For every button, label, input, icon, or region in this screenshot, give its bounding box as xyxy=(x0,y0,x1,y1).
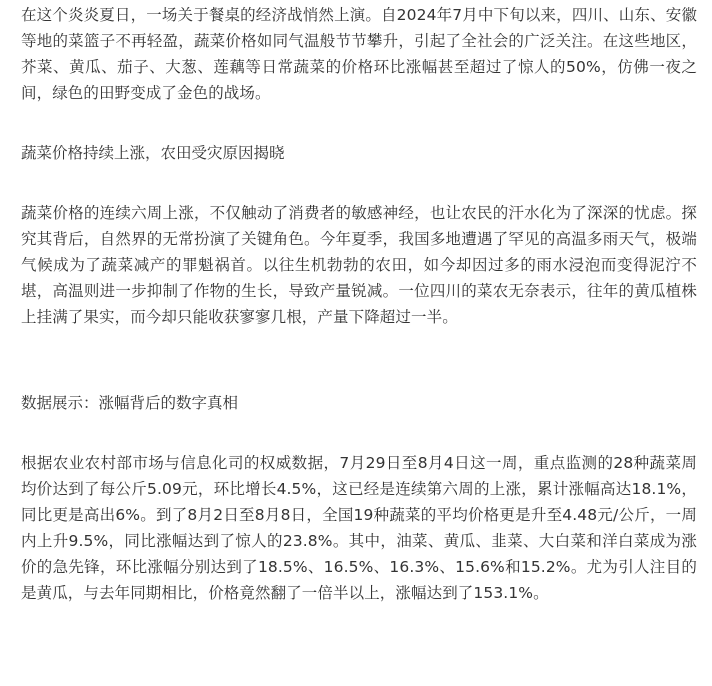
section-heading-causes: 蔬菜价格持续上涨，农田受灾原因揭晓 xyxy=(21,144,285,162)
article-body xyxy=(21,2,697,606)
section-heading-data: 数据展示：涨幅背后的数字真相 xyxy=(21,394,239,412)
causes-paragraph: 蔬菜价格的连续六周上涨，不仅触动了消费者的敏感神经，也让农民的汗水化为了深深的忧虑。探究其背后，自然界的无常扮演了关键角色。今年夏季，我国多地遭遇了罕见的高温多雨天气，极端气候成为了蔬菜减产的罪魁祸首。以往生机勃勃的农田，如今却因过多的雨水浸泡而变得泥泞不堪，高温则进一步抑制了作物的生长，导致产量锐减。一位四川的菜农无奈表示，往年的黄瓜植株上挂满了果实，而今却只能收获寥寥几根，产量下降超过一半。 xyxy=(21,204,697,326)
intro-paragraph: 在这个炎炎夏日，一场关于餐桌的经济战悄然上演。自2024年7月中下旬以来，四川、山东、安徽等地的菜篮子不再轻盈，蔬菜价格如同气温般节节攀升，引起了全社会的广泛关注。在这些地区，芥菜、黄瓜、茄子、大葱、莲藕等日常蔬菜的价格环比涨幅甚至超过了惊人的50%，仿佛一夜之间，绿色的田野变成了金色的战场。 xyxy=(21,6,697,102)
data-paragraph: 根据农业农村部市场与信息化司的权威数据，7月29日至8月4日这一周，重点监测的28种蔬菜周均价达到了每公斤5.09元，环比增长4.5%，这已经是连续第六周的上涨，累计涨幅高达18.1%，同比更是高出6%。到了8月2日至8月8日，全国19种蔬菜的平均价格更是升至4.48元/公斤，一周内上升9.5%，同比涨幅达到了惊人的23.8%。其中，油菜、黄瓜、韭菜、大白菜和洋白菜成为涨价的急先锋，环比涨幅分别达到了18.5%、16.5%、16.3%、15.6%和15.2%。尤为引人注目的是黄瓜，与去年同期相比，价格竟然翻了一倍半以上，涨幅达到了153.1%。 xyxy=(21,454,697,602)
